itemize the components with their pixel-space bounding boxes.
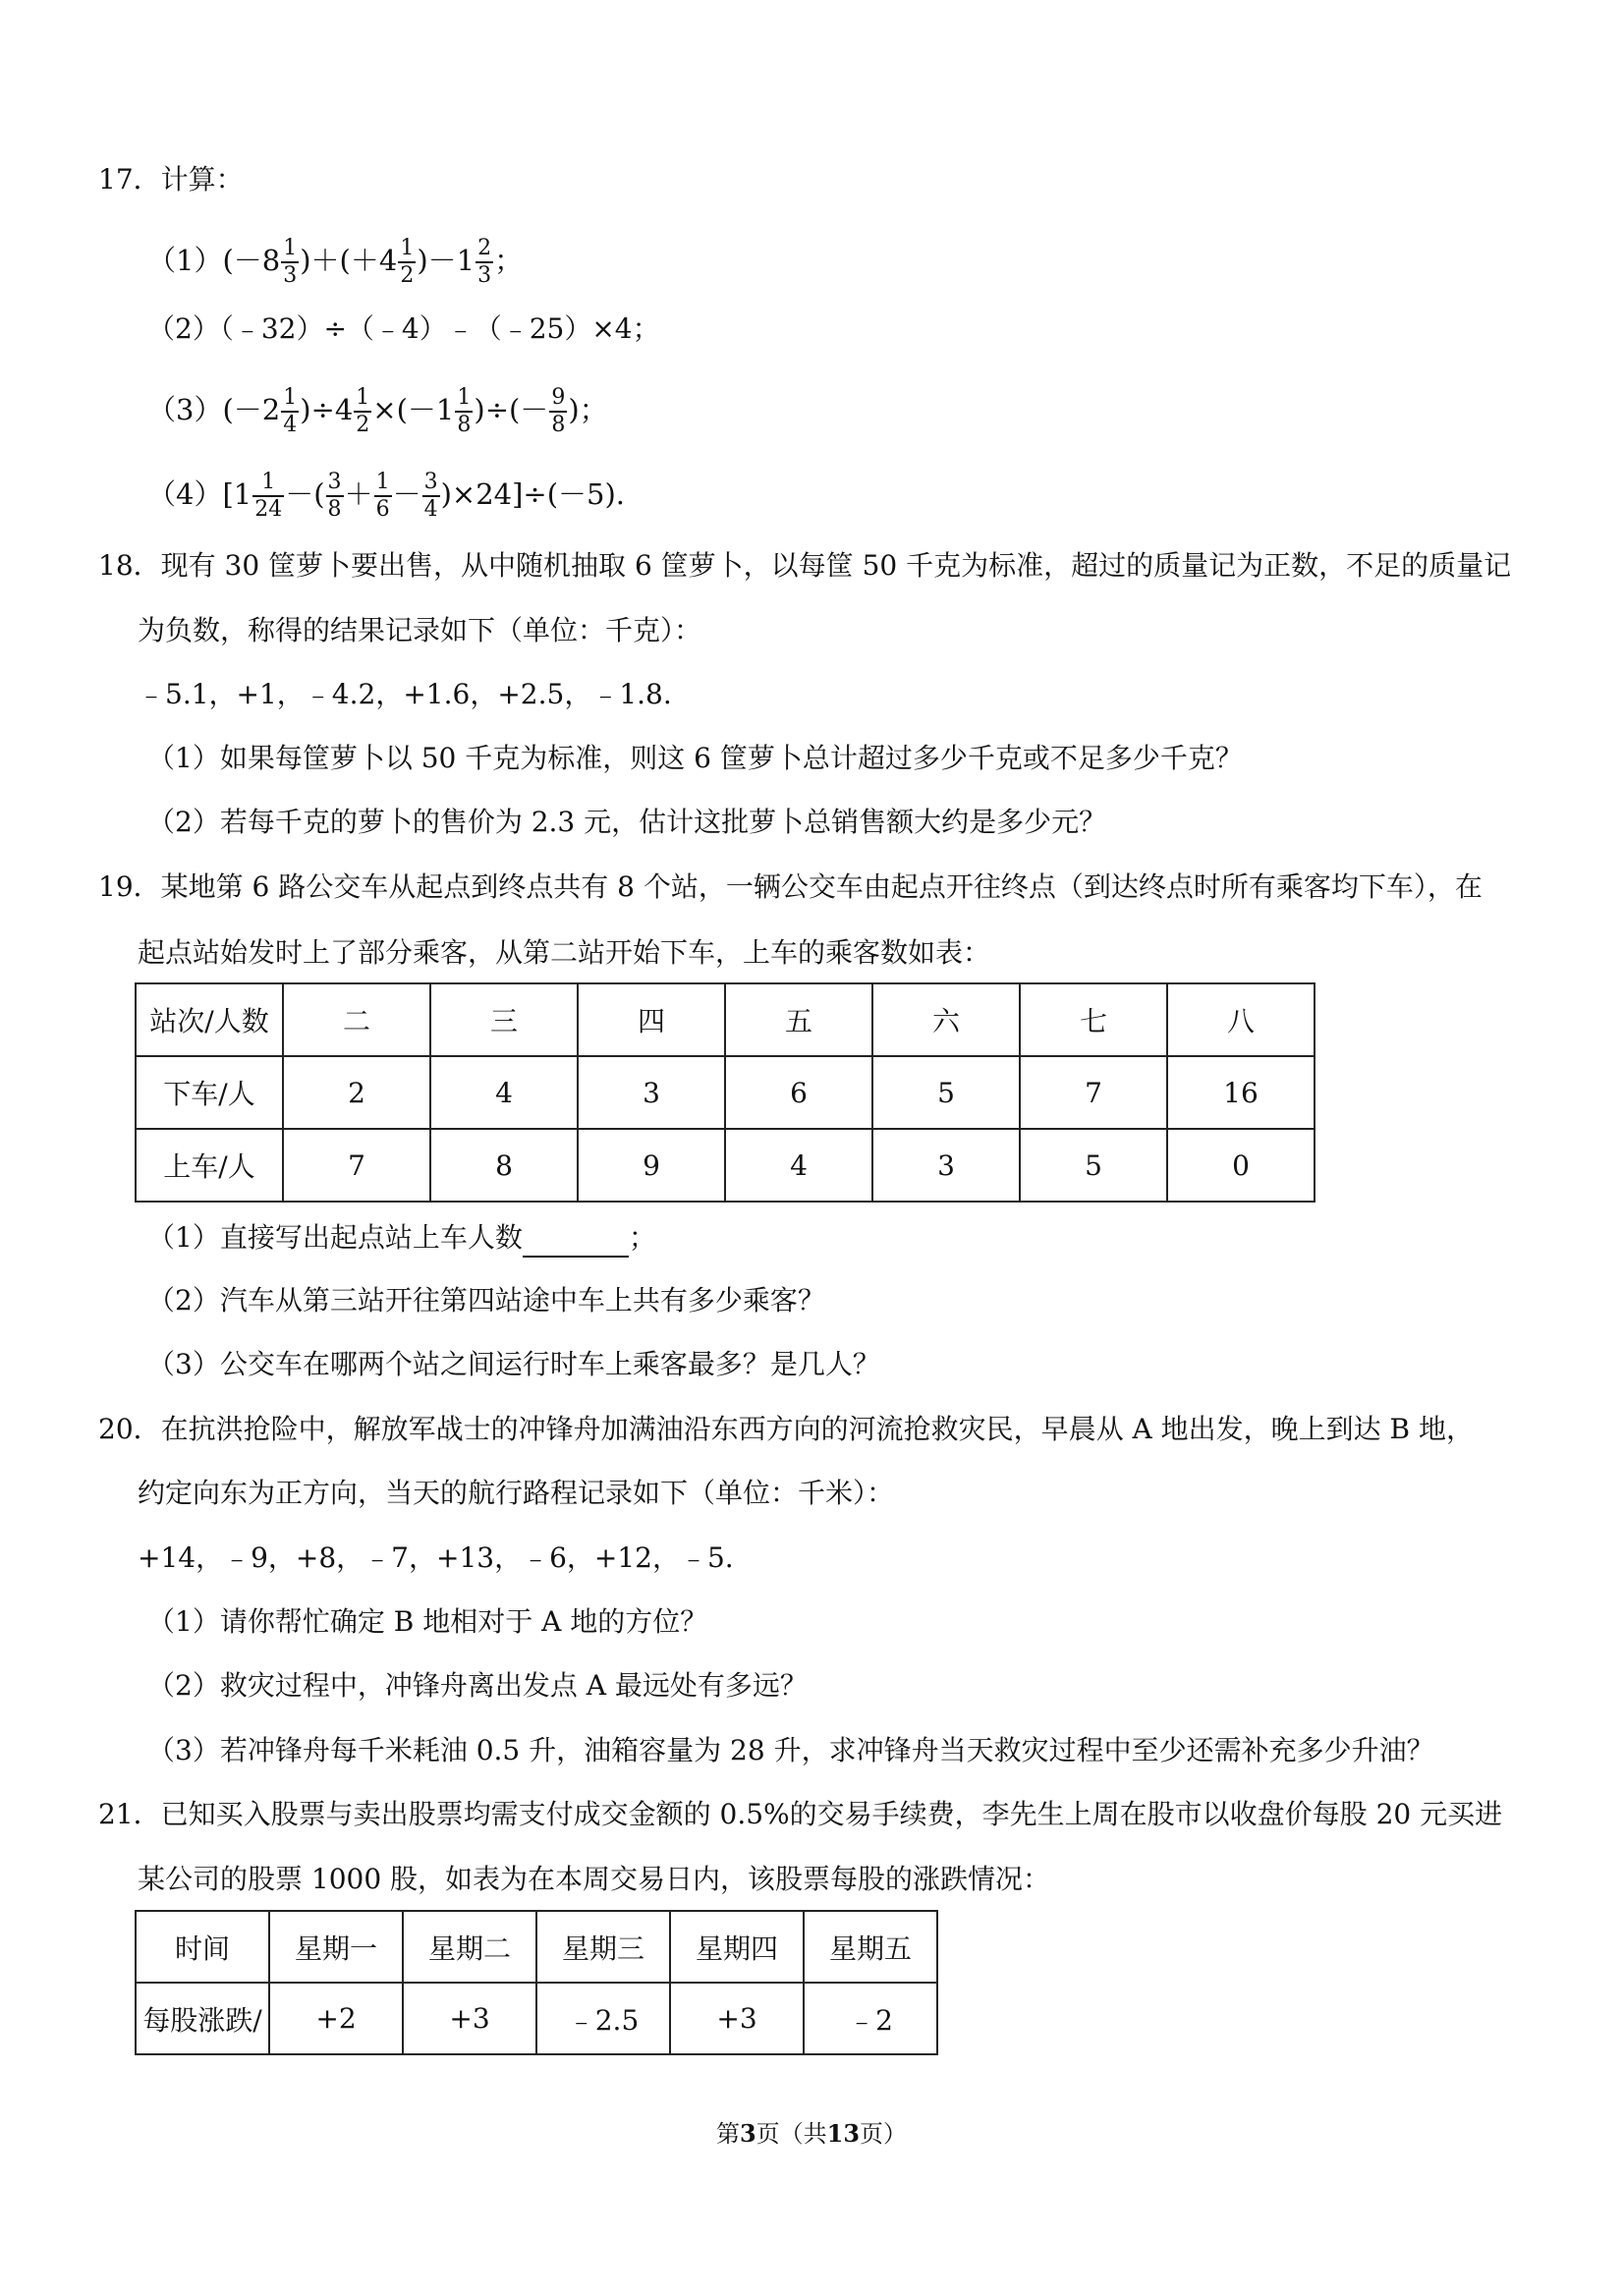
q17-part2: （2）（﹣32）÷（﹣4）﹣（﹣25）×4； — [147, 312, 660, 345]
q18-stem-line1: 18．现有 30 筐萝卜要出售，从中随机抽取 6 筐萝卜，以每筐 50 千克为标准，超过的质量记为正数，不足的质量记 — [98, 549, 1512, 582]
bus-passenger-table — [135, 982, 1315, 1203]
stock-change-table — [135, 1910, 938, 2055]
table-header-row — [136, 983, 1315, 1056]
table-cell: 五 — [725, 983, 872, 1056]
table-header-row — [136, 1911, 937, 1983]
table-cell: 3 — [578, 1056, 725, 1129]
table-cell: 三 — [430, 983, 578, 1056]
table-cell: 四 — [578, 983, 725, 1056]
table-cell: 6 — [725, 1056, 872, 1129]
q19-part2: （2）汽车从第三站开往第四站途中车上共有多少乘客？ — [147, 1284, 825, 1316]
table-cell: 八 — [1167, 983, 1315, 1056]
table-cell: 站次/人数 — [136, 983, 283, 1056]
page-total: 13 — [826, 2119, 861, 2148]
table-cell: +2 — [269, 1983, 403, 2054]
table-cell: 星期五 — [804, 1911, 937, 1983]
table-cell: 9 — [578, 1129, 725, 1202]
table-cell: 7 — [1020, 1056, 1167, 1129]
table-cell: 每股涨跌/ — [136, 1983, 269, 2054]
table-cell: ﹣2.5 — [536, 1983, 670, 2054]
page-footer: 第3页（共13页） — [715, 2119, 908, 2148]
q19-stem-line1: 19．某地第 6 路公交车从起点到终点共有 8 个站，一辆公交车由起点开往终点（到达终点时所有乘客均下车），在 — [98, 870, 1483, 903]
q21-stem-line2: 某公司的股票 1000 股，如表为在本周交易日内，该股票每股的涨跌情况： — [138, 1863, 1051, 1895]
table-cell: 2 — [283, 1056, 430, 1129]
q18-part1: （1）如果每筐萝卜以 50 千克为标准，则这 6 筐萝卜总计超过多少千克或不足多少千克？ — [147, 742, 1243, 774]
table-cell: +3 — [403, 1983, 536, 2054]
q21-stem-line1: 21．已知买入股票与卖出股票均需支付成交金额的 0.5%的交易手续费，李先生上周在股市以收盘价每股 20 元买进 — [98, 1798, 1503, 1830]
q18-data: ﹣5.1，+1，﹣4.2，+1.6，+2.5，﹣1.8. — [138, 678, 672, 710]
q18-part2: （2）若每千克的萝卜的售价为 2.3 元，估计这批萝卜总销售额大约是多少元？ — [147, 806, 1107, 838]
q19-part1: （1）直接写出起点站上车人数 ； — [147, 1218, 656, 1258]
table-cell: 5 — [872, 1056, 1020, 1129]
q20-part3: （3）若冲锋舟每千米耗油 0.5 升，油箱容量为 28 升，求冲锋舟当天救灾过程中至少还需补充多少升油？ — [147, 1734, 1434, 1766]
q20-stem-line1: 20．在抗洪抢险中，解放军战士的冲锋舟加满油沿东西方向的河流抢救灾民，早晨从 A 地出发，晚上到达 B 地， — [98, 1413, 1475, 1445]
page-number: 3 — [739, 2119, 756, 2148]
q17-title: 17．计算： — [98, 163, 244, 196]
table-cell: 七 — [1020, 983, 1167, 1056]
table-row — [136, 1056, 1315, 1129]
table-cell: 星期二 — [403, 1911, 536, 1983]
table-cell: 下车/人 — [136, 1056, 283, 1129]
table-cell: 5 — [1020, 1129, 1167, 1202]
table-cell: +3 — [670, 1983, 804, 2054]
answer-blank — [523, 1226, 629, 1258]
table-row — [136, 1129, 1315, 1202]
q20-data: +14，﹣9，+8，﹣7，+13，﹣6，+12，﹣5. — [138, 1541, 734, 1574]
table-cell: 0 — [1167, 1129, 1315, 1202]
table-cell: 7 — [283, 1129, 430, 1202]
table-cell: 星期三 — [536, 1911, 670, 1983]
table-cell: 星期一 — [269, 1911, 403, 1983]
q20-part1: （1）请你帮忙确定 B 地相对于 A 地的方位？ — [147, 1605, 708, 1638]
table-cell: 4 — [430, 1056, 578, 1129]
table-row — [136, 1983, 937, 2054]
q19-stem-line2: 起点站始发时上了部分乘客，从第二站开始下车，上车的乘客数如表： — [138, 936, 991, 969]
table-cell: 4 — [725, 1129, 872, 1202]
q19-part3: （3）公交车在哪两个站之间运行时车上乘客最多？是几人？ — [147, 1348, 880, 1380]
table-cell: 六 — [872, 983, 1020, 1056]
table-cell: 8 — [430, 1129, 578, 1202]
table-cell: 时间 — [136, 1911, 269, 1983]
table-cell: 上车/人 — [136, 1129, 283, 1202]
table-cell: ﹣2 — [804, 1983, 937, 2054]
q20-stem-line2: 约定向东为正方向，当天的航行路程记录如下（单位：千米）： — [138, 1477, 895, 1509]
table-cell: 星期四 — [670, 1911, 804, 1983]
q20-part2: （2）救灾过程中，冲锋舟离出发点 A 最远处有多远？ — [147, 1669, 808, 1702]
table-cell: 16 — [1167, 1056, 1315, 1129]
q17-part4: （4）[1 $\frac{1}{24}$ －( $\frac{3}{8}$ ＋ $\frac{1}{6}$ － $\frac{3}{4}$ )×24]÷(－5). — [147, 470, 626, 522]
q17-part1: （1）(－8 $\frac{1}{3}$ )＋(＋4 $\frac{1}{2}$ )－1 $\frac{2}{3}$ ； — [147, 236, 524, 288]
table-cell: 3 — [872, 1129, 1020, 1202]
q18-stem-line2: 为负数，称得的结果记录如下（单位：千克）： — [138, 614, 702, 646]
q17-part3: （3）(－2 $\frac{1}{4}$ )÷4 $\frac{1}{2}$ ×(－1 $\frac{1}{8}$ )÷(－ $\frac{9}{8}$ )； — [147, 385, 608, 437]
table-cell: 二 — [283, 983, 430, 1056]
